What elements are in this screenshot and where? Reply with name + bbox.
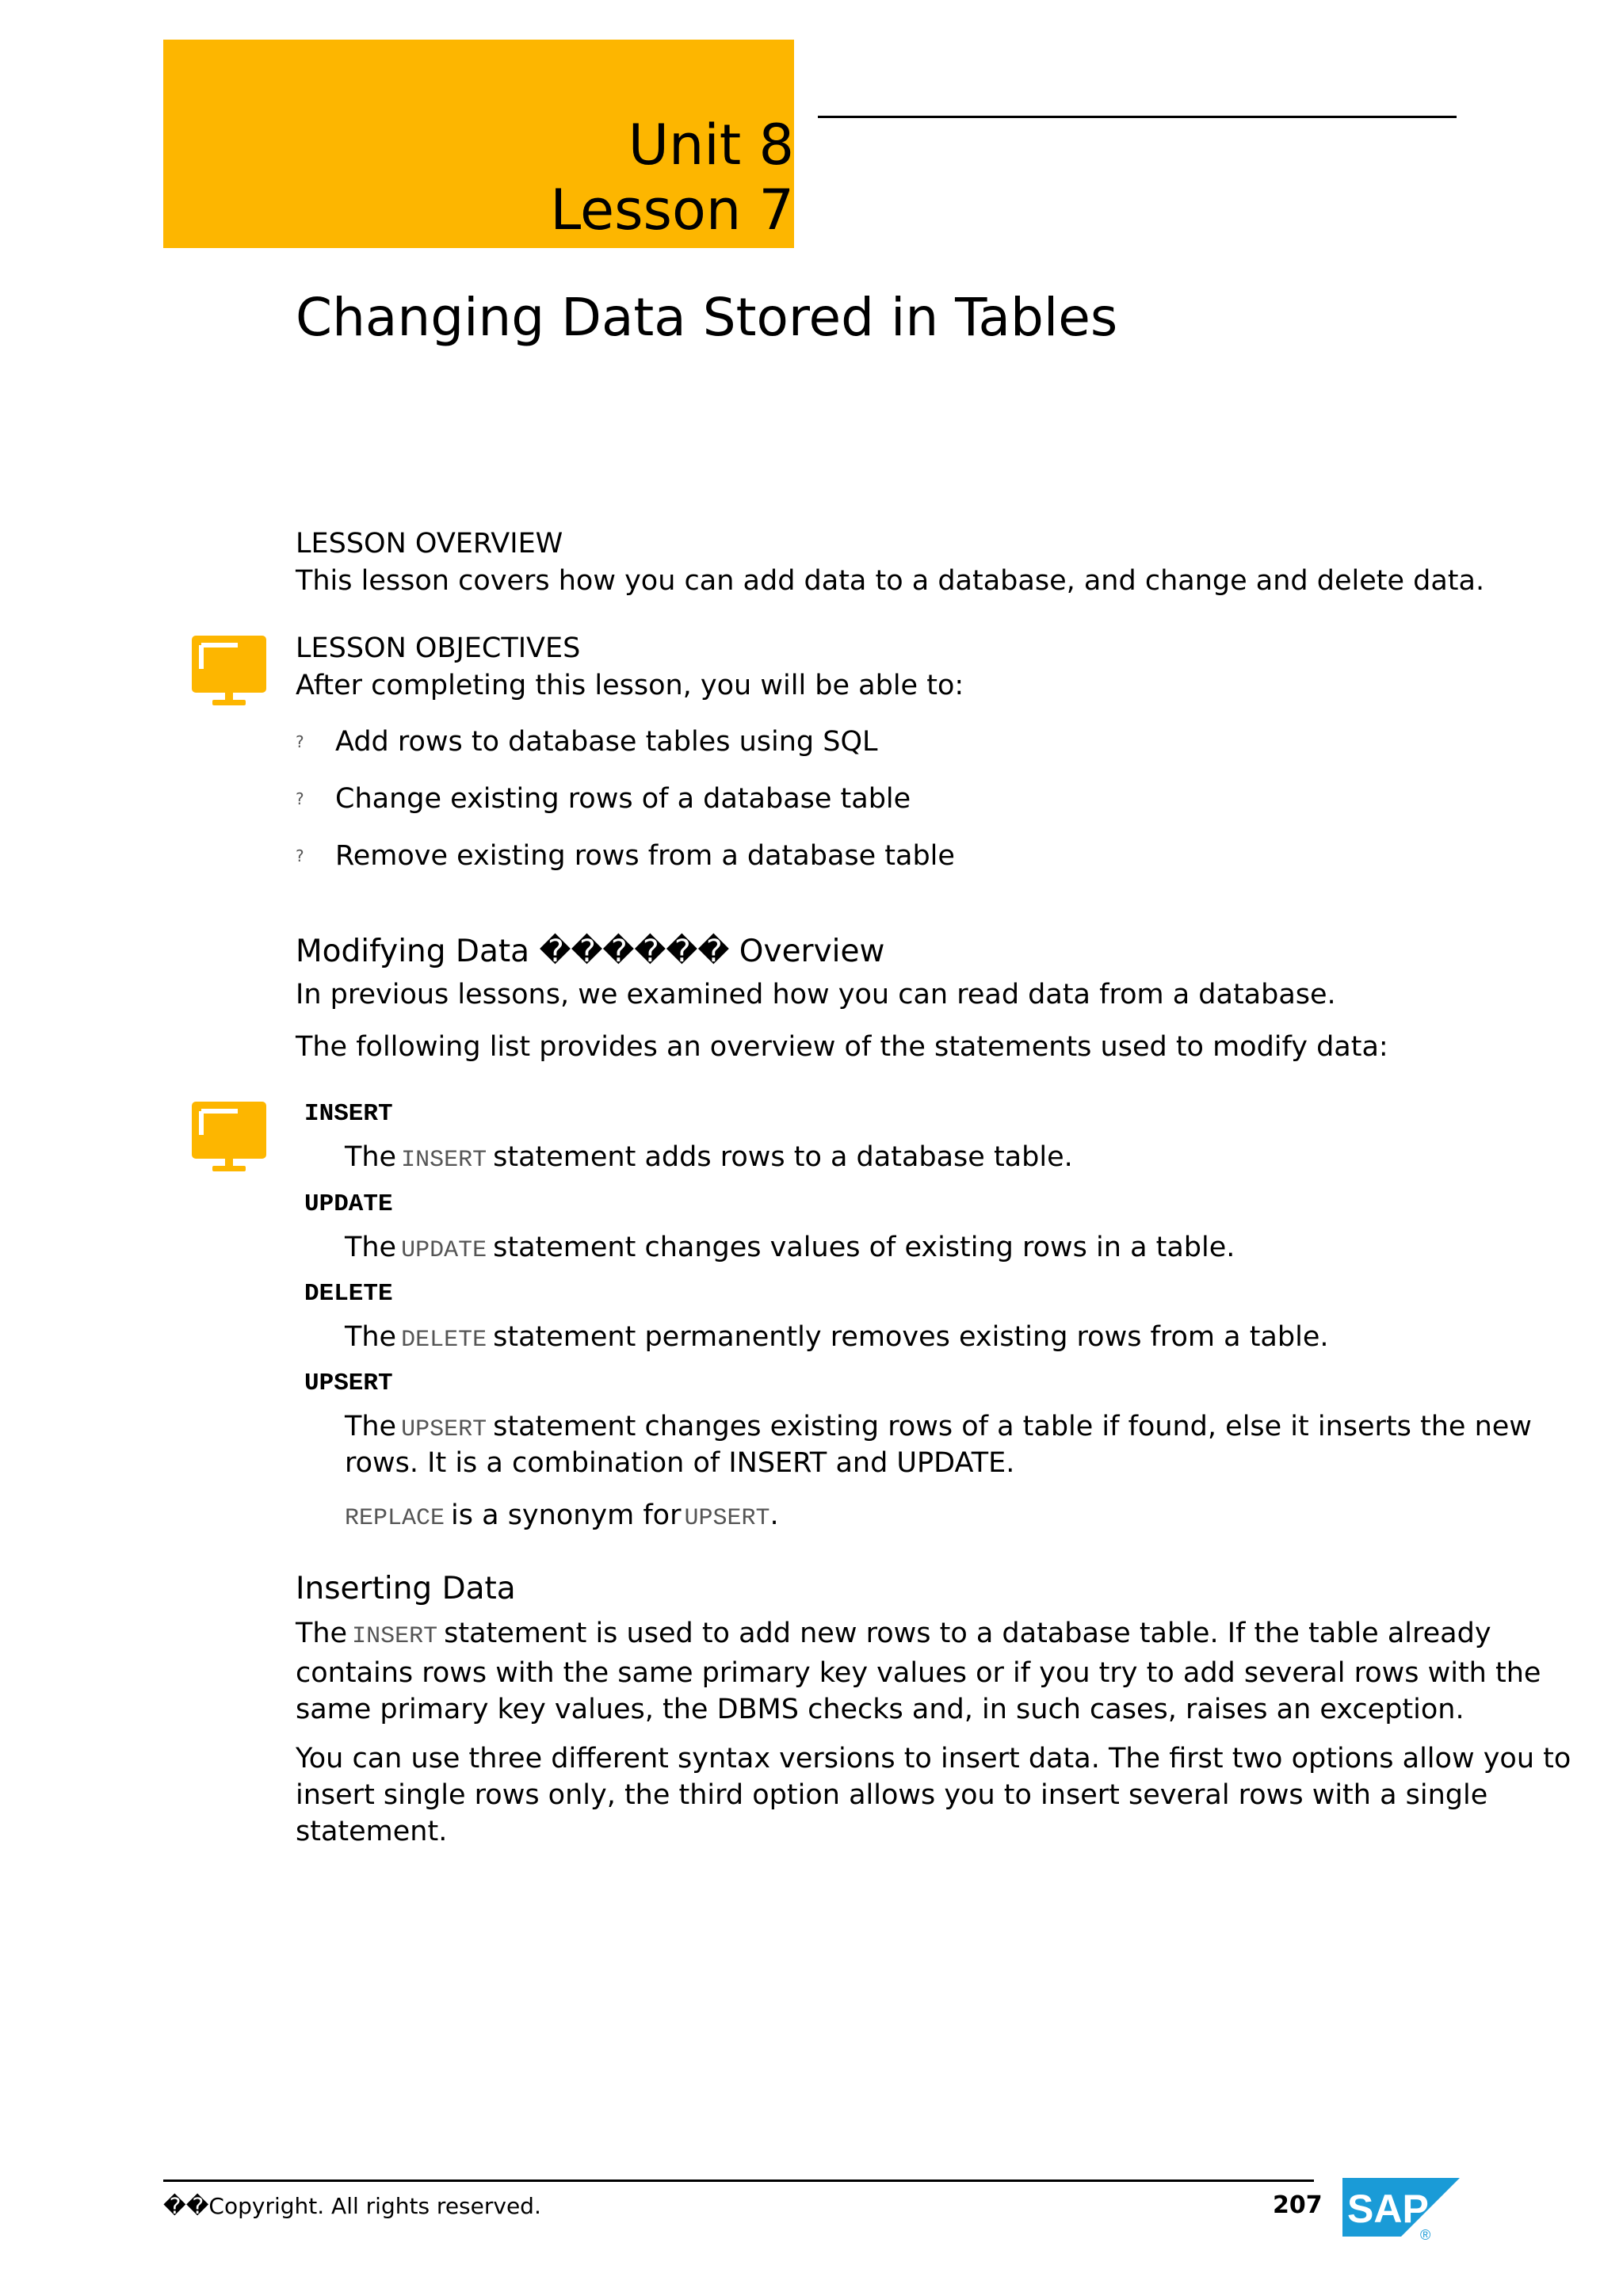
replace-note: REPLACE is a synonym for UPSERT. xyxy=(345,1499,779,1532)
code-keyword: INSERT xyxy=(401,1147,487,1174)
objectives-intro: After completing this lesson, you will be able to: xyxy=(296,670,964,701)
page-title: Changing Data Stored in Tables xyxy=(296,287,1118,348)
section-heading-inserting: Inserting Data xyxy=(296,1571,516,1606)
modifying-paragraph-2: The following list provides an overview of the statements used to modify data: xyxy=(296,1031,1388,1063)
copyright-text: ��Copyright. All rights reserved. xyxy=(163,2193,541,2219)
code-keyword: REPLACE xyxy=(345,1505,445,1532)
definition-insert: The INSERT statement adds rows to a database table. xyxy=(345,1141,1073,1174)
code-keyword: DELETE xyxy=(401,1327,487,1354)
definition-delete: The DELETE statement permanently removes existing rows from a table. xyxy=(345,1321,1329,1354)
lesson-label: Lesson 7 xyxy=(550,178,794,243)
objective-text: Change existing rows of a database table xyxy=(335,783,911,815)
header-divider xyxy=(818,116,1457,118)
monitor-icon xyxy=(190,634,268,707)
code-keyword: UPSERT xyxy=(684,1505,770,1532)
page-number: 207 xyxy=(1273,2191,1323,2219)
inserting-paragraph-2: You can use three different syntax versions to insert data. The first two options allow you to insert single rows only, the third option allows you to insert several rows with a single statement. xyxy=(296,1743,1571,1847)
bullet-icon: ? xyxy=(296,846,304,865)
monitor-icon xyxy=(190,1100,268,1173)
overview-label: LESSON OVERVIEW xyxy=(296,528,563,560)
unit-lesson-heading xyxy=(550,113,794,243)
objectives-label: LESSON OBJECTIVES xyxy=(296,632,581,664)
term-insert: INSERT xyxy=(304,1100,393,1128)
inserting-paragraph-1: The INSERT statement is used to add new rows to a database table. If the table already contains rows with the same primary key values or if you try to add several rows with the same primary key values, the DBMS checks and, in such cases, raises an exception. xyxy=(296,1618,1541,1725)
sap-logo xyxy=(1342,2178,1460,2241)
footer-divider xyxy=(163,2179,1314,2182)
objective-text: Remove existing rows from a database table xyxy=(335,840,955,872)
svg-text:®: ® xyxy=(1420,2227,1431,2241)
modifying-paragraph-1: In previous lessons, we examined how you can read data from a database. xyxy=(296,979,1336,1010)
sap-logo-text: SAP xyxy=(1347,2187,1429,2231)
unit-label: Unit 8 xyxy=(628,113,794,178)
code-keyword: UPDATE xyxy=(401,1237,487,1264)
term-upsert: UPSERT xyxy=(304,1370,393,1397)
objective-text: Add rows to database tables using SQL xyxy=(335,726,878,758)
bullet-icon: ? xyxy=(296,789,304,808)
section-heading-modifying: Modifying Data ������ Overview xyxy=(296,934,885,969)
definition-update: The UPDATE statement changes values of existing rows in a table. xyxy=(345,1232,1235,1264)
term-update: UPDATE xyxy=(304,1190,393,1218)
definition-upsert: The UPSERT statement changes existing rows of a table if found, else it inserts the new xyxy=(345,1411,1532,1443)
code-keyword: INSERT xyxy=(352,1623,438,1650)
definition-upsert-line-2: rows. It is a combination of INSERT and UPDATE. xyxy=(345,1447,1015,1479)
term-delete: DELETE xyxy=(304,1280,393,1308)
overview-text: This lesson covers how you can add data to a database, and change and delete data. xyxy=(296,565,1485,597)
bullet-icon: ? xyxy=(296,732,304,751)
code-keyword: UPSERT xyxy=(401,1416,487,1443)
